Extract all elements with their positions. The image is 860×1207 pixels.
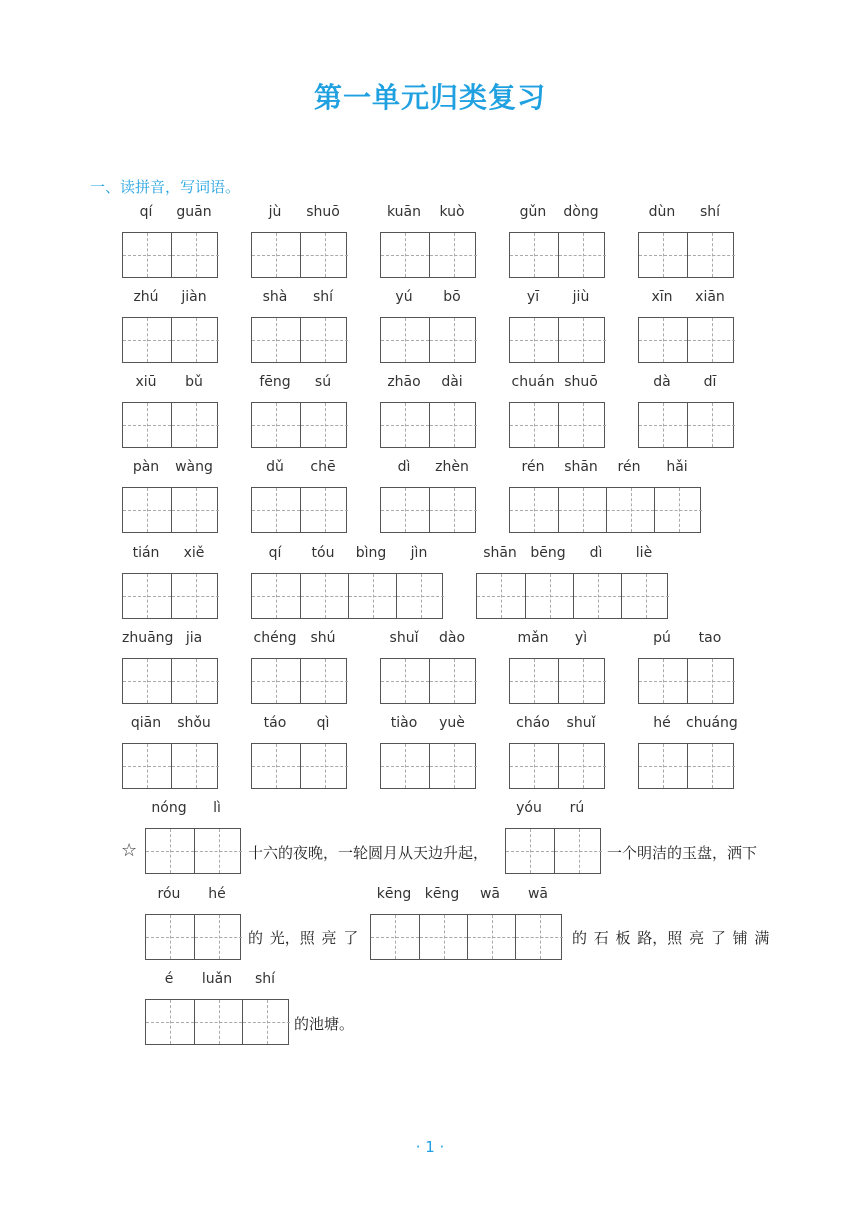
writing-grid[interactable] (145, 828, 241, 874)
tian-zi-ge-cell[interactable] (300, 488, 348, 532)
pinyin-syllable: guān (176, 204, 212, 220)
pinyin-syllable: lì (213, 800, 221, 816)
pinyin-syllable: dī (703, 374, 717, 390)
tian-zi-ge-cell[interactable] (123, 744, 171, 788)
pinyin-syllable: wā (479, 886, 501, 902)
pinyin-syllable: táo (263, 715, 287, 731)
tian-zi-ge-cell[interactable] (639, 233, 687, 277)
pinyin-syllable: shí (699, 204, 721, 220)
pinyin-syllable: dì (589, 545, 603, 561)
pinyin-syllable: zhāo (387, 374, 421, 390)
pinyin-syllable: hǎi (666, 459, 688, 475)
tian-zi-ge-cell[interactable] (510, 403, 558, 447)
pinyin-syllable: yī (526, 289, 540, 305)
sentence-part-2: 一个明洁的玉盘，洒下 (607, 844, 758, 862)
tian-zi-ge-cell[interactable] (396, 574, 444, 618)
tian-zi-ge-cell[interactable] (510, 744, 558, 788)
tian-zi-ge-cell[interactable] (252, 233, 300, 277)
pinyin-syllable: bō (443, 289, 461, 305)
pinyin-syllable: pú (653, 630, 671, 646)
tian-zi-ge-cell[interactable] (123, 488, 171, 532)
writing-grid[interactable] (638, 232, 734, 278)
pinyin-syllable: sú (314, 374, 332, 390)
tian-zi-ge-cell[interactable] (381, 318, 429, 362)
tian-zi-ge-cell[interactable] (558, 744, 606, 788)
tian-zi-ge-cell[interactable] (123, 659, 171, 703)
tian-zi-ge-cell[interactable] (558, 318, 606, 362)
pinyin-syllable: tiào (390, 715, 418, 731)
tian-zi-ge-cell[interactable] (242, 1000, 290, 1044)
pinyin-syllable: pàn (132, 459, 160, 475)
writing-grid[interactable] (509, 317, 605, 363)
writing-grid[interactable] (122, 317, 218, 363)
tian-zi-ge-cell[interactable] (300, 744, 348, 788)
tian-zi-ge-cell[interactable] (381, 659, 429, 703)
tian-zi-ge-cell[interactable] (639, 318, 687, 362)
tian-zi-ge-cell[interactable] (252, 744, 300, 788)
tian-zi-ge-cell[interactable] (510, 659, 558, 703)
pinyin-syllable: bìng (355, 545, 387, 561)
writing-grid[interactable] (122, 232, 218, 278)
pinyin-syllable: é (164, 971, 174, 987)
pinyin-syllable: yuè (439, 715, 465, 731)
tian-zi-ge-cell[interactable] (687, 659, 735, 703)
pinyin-syllable: wàng (175, 459, 213, 475)
writing-grid[interactable] (380, 487, 476, 533)
pinyin-syllable: tián (132, 545, 160, 561)
pinyin-syllable: kēng (376, 886, 412, 902)
writing-grid[interactable] (476, 573, 668, 619)
pinyin-syllable: chéng (253, 630, 297, 646)
writing-grid[interactable] (145, 999, 289, 1045)
pinyin-syllable: dùn (648, 204, 676, 220)
pinyin-syllable: róu (157, 886, 181, 902)
sentence-part-3: 的 光，照 亮 了 (248, 929, 359, 947)
pinyin-syllable: kuān (386, 204, 421, 220)
page-number: · 1 · (415, 1138, 445, 1156)
tian-zi-ge-cell[interactable] (252, 574, 300, 618)
tian-zi-ge-cell[interactable] (123, 403, 171, 447)
pinyin-syllable: shān (483, 545, 517, 561)
writing-grid[interactable] (122, 402, 218, 448)
pinyin-syllable: fēng (259, 374, 291, 390)
tian-zi-ge-cell[interactable] (194, 1000, 242, 1044)
tian-zi-ge-cell[interactable] (381, 488, 429, 532)
writing-grid[interactable] (380, 658, 476, 704)
tian-zi-ge-cell[interactable] (573, 574, 621, 618)
pinyin-syllable: hé (208, 886, 226, 902)
pinyin-syllable: zhú (133, 289, 159, 305)
writing-grid[interactable] (509, 232, 605, 278)
writing-grid[interactable] (145, 914, 241, 960)
tian-zi-ge-cell[interactable] (123, 233, 171, 277)
pinyin-syllable: dì (397, 459, 411, 475)
tian-zi-ge-cell[interactable] (510, 488, 558, 532)
pinyin-syllable: dà (653, 374, 671, 390)
pinyin-syllable: kēng (424, 886, 460, 902)
pinyin-syllable: dǔ (266, 459, 284, 475)
pinyin-syllable: kuò (439, 204, 465, 220)
tian-zi-ge-cell[interactable] (558, 659, 606, 703)
writing-grid[interactable] (638, 658, 734, 704)
writing-grid[interactable] (251, 743, 347, 789)
pinyin-syllable: luǎn (201, 971, 233, 987)
tian-zi-ge-cell[interactable] (194, 915, 242, 959)
tian-zi-ge-cell[interactable] (381, 403, 429, 447)
pinyin-syllable: dài (441, 374, 463, 390)
writing-grid[interactable] (638, 317, 734, 363)
tian-zi-ge-cell[interactable] (639, 403, 687, 447)
pinyin-syllable: dào (438, 630, 466, 646)
tian-zi-ge-cell[interactable] (252, 403, 300, 447)
pinyin-syllable: shuō (564, 374, 598, 390)
pinyin-syllable: qiān (130, 715, 162, 731)
pinyin-syllable: jia (185, 630, 203, 646)
pinyin-syllable: shuǐ (566, 715, 596, 731)
tian-zi-ge-cell[interactable] (429, 318, 477, 362)
tian-zi-ge-cell[interactable] (687, 318, 735, 362)
pinyin-syllable: shuǐ (389, 630, 419, 646)
writing-grid[interactable] (380, 743, 476, 789)
tian-zi-ge-cell[interactable] (558, 403, 606, 447)
tian-zi-ge-cell[interactable] (381, 233, 429, 277)
writing-grid[interactable] (380, 402, 476, 448)
pinyin-syllable: cháo (516, 715, 550, 731)
tian-zi-ge-cell[interactable] (171, 659, 219, 703)
pinyin-syllable: qì (316, 715, 330, 731)
pinyin-syllable: shuō (306, 204, 340, 220)
pinyin-syllable: qí (139, 204, 153, 220)
pinyin-syllable: qí (268, 545, 282, 561)
section-heading: 一、读拼音，写词语。 (90, 178, 241, 196)
pinyin-syllable: xiān (695, 289, 725, 305)
tian-zi-ge-cell[interactable] (639, 659, 687, 703)
tian-zi-ge-cell[interactable] (554, 829, 602, 873)
tian-zi-ge-cell[interactable] (300, 233, 348, 277)
pinyin-syllable: chuáng (686, 715, 738, 731)
pinyin-syllable: mǎn (517, 630, 549, 646)
tian-zi-ge-cell[interactable] (654, 488, 702, 532)
pinyin-syllable: shí (254, 971, 276, 987)
writing-grid[interactable] (251, 232, 347, 278)
tian-zi-ge-cell[interactable] (510, 318, 558, 362)
pinyin-syllable: rén (617, 459, 641, 475)
tian-zi-ge-cell[interactable] (429, 744, 477, 788)
pinyin-syllable: jiù (572, 289, 590, 305)
pinyin-syllable: tóu (311, 545, 335, 561)
tian-zi-ge-cell[interactable] (300, 403, 348, 447)
tian-zi-ge-cell[interactable] (506, 829, 554, 873)
tian-zi-ge-cell[interactable] (171, 318, 219, 362)
pinyin-syllable: nóng (151, 800, 187, 816)
pinyin-syllable: bēng (530, 545, 566, 561)
sentence-part-5: 的池塘。 (294, 1015, 355, 1033)
tian-zi-ge-cell[interactable] (348, 574, 396, 618)
tian-zi-ge-cell[interactable] (381, 744, 429, 788)
pinyin-syllable: zhèn (435, 459, 469, 475)
tian-zi-ge-cell[interactable] (429, 659, 477, 703)
writing-grid[interactable] (509, 402, 605, 448)
tian-zi-ge-cell[interactable] (525, 574, 573, 618)
writing-grid[interactable] (638, 402, 734, 448)
tian-zi-ge-cell[interactable] (146, 915, 194, 959)
tian-zi-ge-cell[interactable] (300, 574, 348, 618)
pinyin-syllable: liè (635, 545, 653, 561)
pinyin-syllable: chuán (511, 374, 555, 390)
tian-zi-ge-cell[interactable] (371, 915, 419, 959)
writing-grid[interactable] (638, 743, 734, 789)
tian-zi-ge-cell[interactable] (194, 829, 242, 873)
tian-zi-ge-cell[interactable] (252, 488, 300, 532)
writing-grid[interactable] (380, 232, 476, 278)
tian-zi-ge-cell[interactable] (429, 233, 477, 277)
pinyin-syllable: rú (569, 800, 585, 816)
writing-grid[interactable] (122, 573, 218, 619)
tian-zi-ge-cell[interactable] (639, 744, 687, 788)
writing-grid[interactable] (505, 828, 601, 874)
tian-zi-ge-cell[interactable] (510, 233, 558, 277)
writing-grid[interactable] (122, 487, 218, 533)
tian-zi-ge-cell[interactable] (467, 915, 515, 959)
sentence-part-1: 十六的夜晚，一轮圆月从天边升起， (248, 844, 489, 862)
pinyin-syllable: hé (653, 715, 671, 731)
pinyin-syllable: jìn (410, 545, 428, 561)
tian-zi-ge-cell[interactable] (171, 744, 219, 788)
tian-zi-ge-cell[interactable] (558, 488, 606, 532)
writing-grid[interactable] (122, 658, 218, 704)
tian-zi-ge-cell[interactable] (252, 318, 300, 362)
tian-zi-ge-cell[interactable] (687, 403, 735, 447)
tian-zi-ge-cell[interactable] (252, 659, 300, 703)
pinyin-syllable: tao (698, 630, 722, 646)
tian-zi-ge-cell[interactable] (171, 233, 219, 277)
writing-grid[interactable] (251, 487, 347, 533)
pinyin-syllable: shí (312, 289, 334, 305)
writing-grid[interactable] (509, 487, 701, 533)
tian-zi-ge-cell[interactable] (419, 915, 467, 959)
tian-zi-ge-cell[interactable] (558, 233, 606, 277)
page-title: 第一单元归类复习 (313, 81, 546, 114)
tian-zi-ge-cell[interactable] (146, 829, 194, 873)
tian-zi-ge-cell[interactable] (621, 574, 669, 618)
pinyin-syllable: xiě (183, 545, 205, 561)
tian-zi-ge-cell[interactable] (171, 488, 219, 532)
pinyin-syllable: chē (310, 459, 336, 475)
pinyin-syllable: shān (564, 459, 598, 475)
pinyin-syllable: gǔn (519, 204, 547, 220)
pinyin-syllable: jiàn (181, 289, 207, 305)
tian-zi-ge-cell[interactable] (123, 318, 171, 362)
pinyin-syllable: rén (521, 459, 545, 475)
pinyin-syllable: xiū (135, 374, 157, 390)
pinyin-syllable: yóu (516, 800, 542, 816)
writing-grid[interactable] (251, 402, 347, 448)
tian-zi-ge-cell[interactable] (687, 744, 735, 788)
writing-grid[interactable] (251, 317, 347, 363)
tian-zi-ge-cell[interactable] (515, 915, 563, 959)
pinyin-syllable: yú (395, 289, 413, 305)
writing-grid[interactable] (509, 743, 605, 789)
pinyin-syllable: jù (268, 204, 282, 220)
sentence-part-4: 的 石 板 路，照 亮 了 铺 满 (572, 929, 770, 947)
pinyin-syllable: dòng (563, 204, 599, 220)
tian-zi-ge-cell[interactable] (171, 574, 219, 618)
tian-zi-ge-cell[interactable] (687, 233, 735, 277)
pinyin-syllable: shǒu (177, 715, 211, 731)
pinyin-syllable: xīn (651, 289, 673, 305)
star-icon: ☆ (121, 840, 138, 861)
tian-zi-ge-cell[interactable] (300, 659, 348, 703)
writing-grid[interactable] (380, 317, 476, 363)
writing-grid[interactable] (122, 743, 218, 789)
tian-zi-ge-cell[interactable] (171, 403, 219, 447)
writing-grid[interactable] (509, 658, 605, 704)
tian-zi-ge-cell[interactable] (429, 488, 477, 532)
pinyin-syllable: wā (527, 886, 549, 902)
tian-zi-ge-cell[interactable] (123, 574, 171, 618)
pinyin-syllable: zhuāng (122, 630, 174, 646)
tian-zi-ge-cell[interactable] (606, 488, 654, 532)
tian-zi-ge-cell[interactable] (300, 318, 348, 362)
writing-grid[interactable] (370, 914, 562, 960)
pinyin-syllable: shà (262, 289, 288, 305)
writing-grid[interactable] (251, 658, 347, 704)
tian-zi-ge-cell[interactable] (477, 574, 525, 618)
tian-zi-ge-cell[interactable] (429, 403, 477, 447)
pinyin-syllable: shú (310, 630, 336, 646)
writing-grid[interactable] (251, 573, 443, 619)
pinyin-syllable: yì (574, 630, 588, 646)
pinyin-syllable: bǔ (185, 374, 203, 390)
tian-zi-ge-cell[interactable] (146, 1000, 194, 1044)
